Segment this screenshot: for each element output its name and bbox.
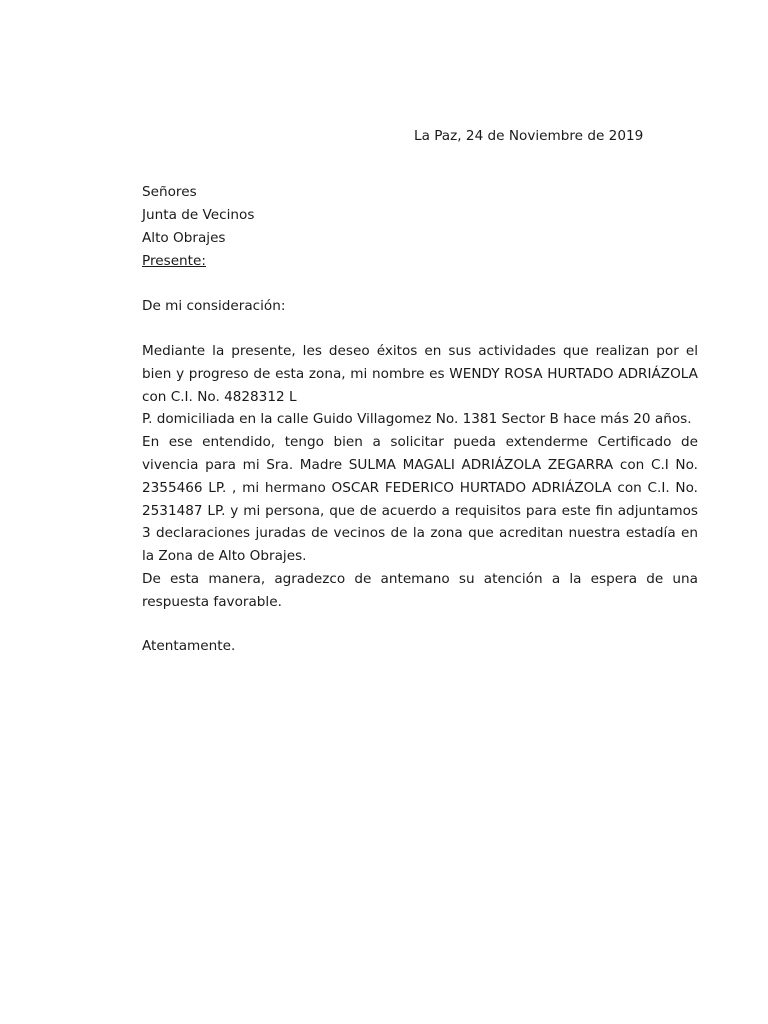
- addressee-line: Alto Obrajes: [142, 230, 226, 246]
- addressee-presente: Presente:: [142, 253, 206, 269]
- letter-date: La Paz, 24 de Noviembre de 2019: [414, 128, 644, 144]
- letter-closing: Atentamente.: [142, 638, 236, 654]
- addressee-line: Junta de Vecinos: [142, 207, 255, 223]
- addressee-line: Señores: [142, 184, 197, 200]
- body-paragraph: De esta manera, agradezco de antemano su atención a la espera de una respuesta favorable.: [142, 570, 698, 610]
- addressee-block: [142, 181, 254, 273]
- body-paragraph: En ese entendido, tengo bien a solicitar pueda extenderme Certificado de vivencia para mi Sra. Madre SULMA MAGALI ADRIÁZOLA ZEGARRA con C.I No. 2355466 LP. , mi hermano OSCAR FEDERICO HURTADO ADRIÁZOLA con C.I. No. 2531487 LP. y mi persona, que de acuerdo a requisitos para este fin adjuntamos 3 declaraciones juradas de vecinos de la zona que acreditan nuestra estadía en la Zona de Alto Obrajes.: [142, 434, 698, 565]
- letter-body: [142, 340, 698, 614]
- letter-greeting: De mi consideración:: [142, 298, 286, 314]
- body-paragraph: P. domiciliada en la calle Guido Villagomez No. 1381 Sector B hace más 20 años.: [142, 411, 692, 428]
- body-paragraph: Mediante la presente, les deseo éxitos en sus actividades que realizan por el bien y progreso de esta zona, mi nombre es WENDY ROSA HURTADO ADRIÁZOLA con C.I. No. 4828312 L: [142, 343, 698, 405]
